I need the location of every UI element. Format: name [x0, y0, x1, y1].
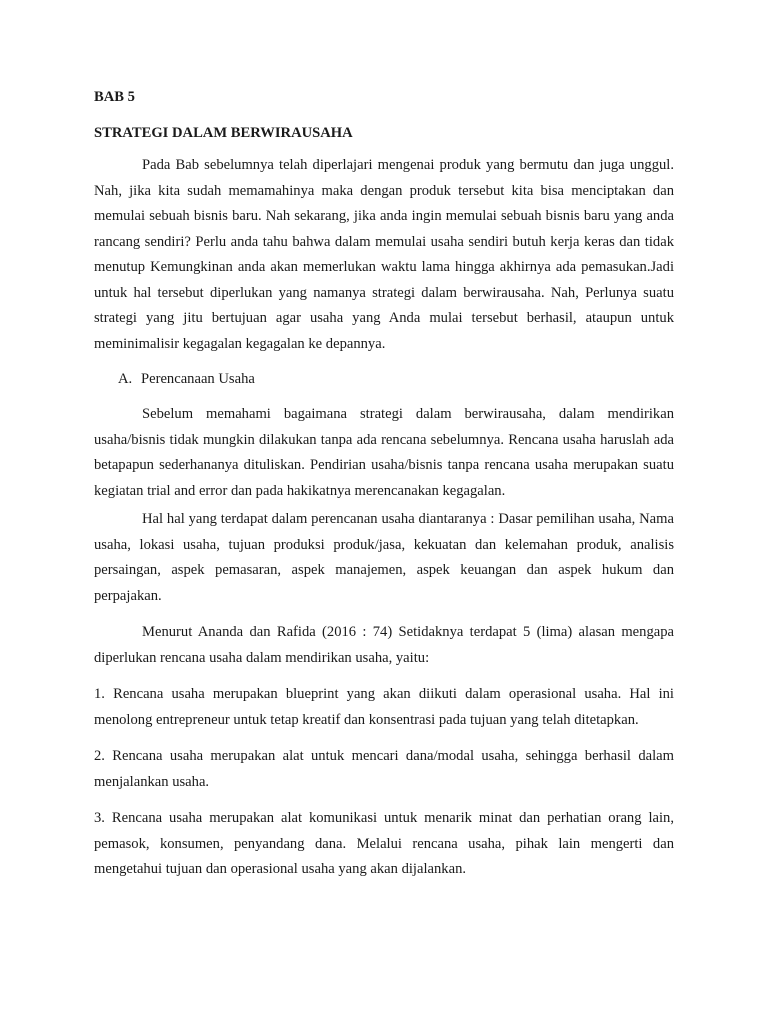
document-body: [94, 87, 674, 894]
list-item-1: 1. Rencana usaha merupakan blueprint yang akan diikuti dalam operasional usaha. Hal ini menolong entrepreneur untuk tetap kreatif dan konsentrasi pada tujuan yang telah ditetapkan.: [94, 686, 674, 728]
section-a-heading: [94, 368, 674, 390]
section-a-paragraph-2: Hal hal yang terdapat dalam perencanan usaha diantaranya : Dasar pemilihan usaha, Nama usaha, lokasi usaha, tujuan produksi produk/jasa, kekuatan dan kelemahan produk, analisis persaingan, aspek pemasaran, aspek manajemen, aspek keuangan dan aspek hukum dan perpajakan.: [94, 511, 674, 604]
section-a-paragraph-3: Menurut Ananda dan Rafida (2016 : 74) Setidaknya terdapat 5 (lima) alasan mengapa diperlukan rencana usaha dalam mendirikan usaha, yaitu:: [94, 624, 674, 666]
chapter-label: BAB 5: [94, 89, 135, 105]
section-a-letter: A.: [118, 371, 133, 387]
chapter-title: STRATEGI DALAM BERWIRAUSAHA: [94, 125, 353, 141]
list-item-3: 3. Rencana usaha merupakan alat komunikasi untuk menarik minat dan perhatian orang lain, pemasok, konsumen, penyandang dana. Melalui rencana usaha, pihak lain mengerti dan mengetahui tujuan dan operasional usaha yang akan dijalankan.: [94, 810, 674, 877]
section-a-title: Perencanaan Usaha: [141, 371, 255, 387]
list-item-2: 2. Rencana usaha merupakan alat untuk mencari dana/modal usaha, sehingga berhasil dalam menjalankan usaha.: [94, 748, 674, 790]
section-a-paragraph-1: Sebelum memahami bagaimana strategi dalam berwirausaha, dalam mendirikan usaha/bisnis tidak mungkin dilakukan tanpa ada rencana sebelumnya. Rencana usaha haruslah ada betapapun sederhananya dituliskan. Pendirian usaha/bisnis tanpa rencana usaha merupakan suatu kegiatan trial and error dan pada hakikatnya merencanakan kegagalan.: [94, 406, 674, 499]
intro-paragraph: Pada Bab sebelumnya telah diperlajari mengenai produk yang bermutu dan juga unggul. Nah, jika kita sudah memamahinya maka dengan produk tersebut kita bisa menciptakan dan memulai sebuah bisnis baru. Nah sekarang, jika anda ingin memulai sebuah bisnis baru yang anda rancang sendiri? Perlu anda tahu bahwa dalam memulai usaha sendiri butuh kerja keras dan tidak menutup Kemungkinan anda akan memerlukan waktu lama hingga akhirnya ada pemasukan.Jadi untuk hal tersebut diperlukan yang namanya strategi dalam berwirausaha. Nah, Perlunya suatu strategi yang jitu bertujuan agar usaha yang Anda mulai tersebut berhasil, ataupun untuk meminimalisir kegagalan kegagalan ke depannya.: [94, 157, 674, 352]
